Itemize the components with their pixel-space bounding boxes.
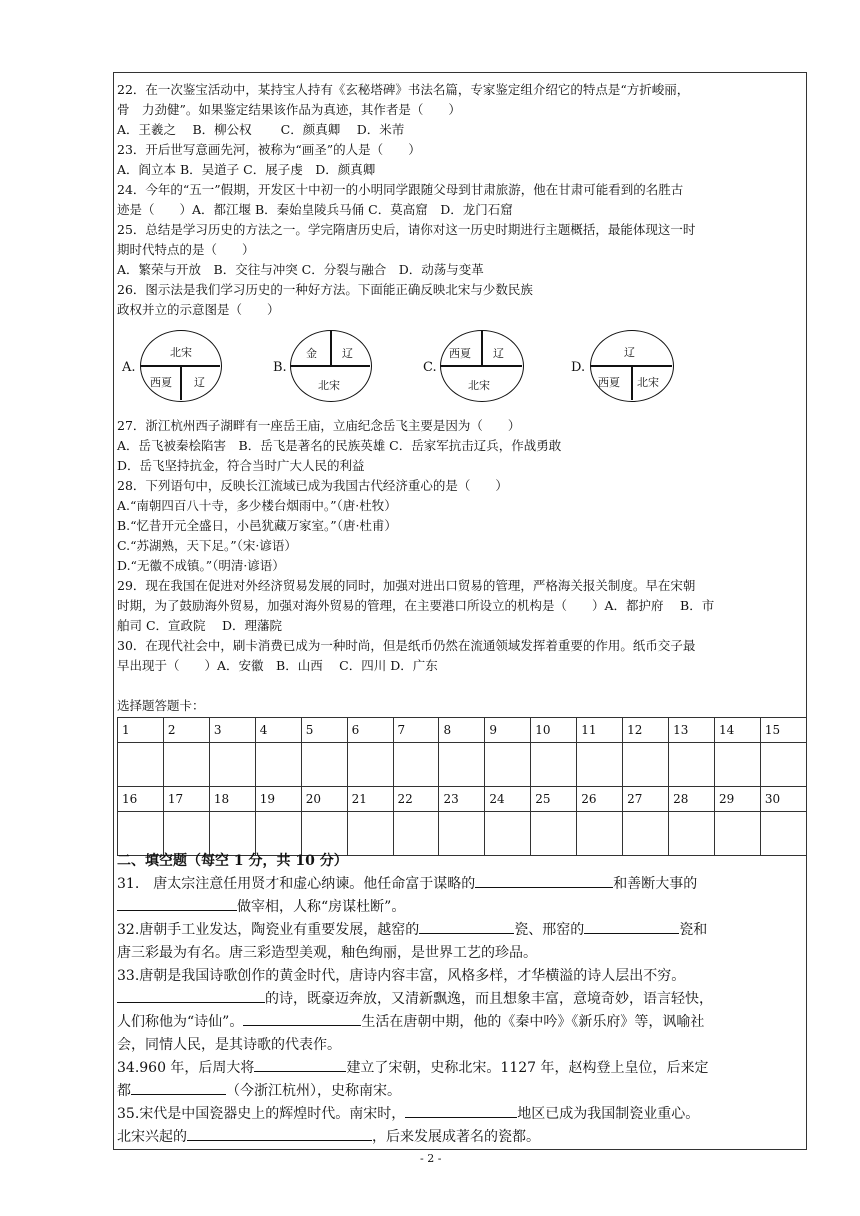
q31-text-a: 31. 唐太宗注意任用贤才和虚心纳谏。他任命富于谋略的: [117, 876, 476, 892]
answer-number: 8: [439, 718, 485, 743]
page-number: - 2 -: [420, 1152, 442, 1165]
answer-card-blank-row: [118, 743, 807, 787]
answer-card-table: [117, 717, 807, 856]
q25-line1: 25．总结是学习历史的方法之一。学完隋唐历史后，请你对这一历史时期进行主题概括，最能体现这一时: [117, 222, 696, 237]
q35-line1: [117, 1103, 699, 1125]
diagram-a-left-label: 西夏: [150, 376, 172, 389]
answer-cell[interactable]: [255, 743, 301, 787]
q34-text-c: 都: [117, 1083, 131, 1099]
answer-number: 7: [393, 718, 439, 743]
answer-cell[interactable]: [301, 812, 347, 856]
answer-cell[interactable]: [577, 812, 623, 856]
answer-cell[interactable]: [577, 743, 623, 787]
q31-line1: [117, 873, 697, 895]
q26-line1: 26．图示法是我们学习历史的一种好方法。下面能正确反映北宋与少数民族: [117, 282, 533, 297]
diagram-a-v-divider: [180, 365, 182, 400]
q28-option-b: B.“忆昔开元全盛日，小邑犹藏万家室。”（唐·杜甫）: [117, 518, 397, 533]
answer-number: 30: [760, 787, 806, 812]
answer-number: 2: [163, 718, 209, 743]
diagram-c-h-divider: [441, 365, 522, 367]
q34-blank-2[interactable]: [131, 1080, 226, 1095]
answer-cell[interactable]: [439, 743, 485, 787]
diagram-c-v-divider: [481, 330, 483, 365]
diagram-b-letter: B.: [273, 360, 287, 375]
diagram-d-left-label: 西夏: [598, 376, 620, 389]
q23-stem: 23．开后世写意画先河，被称为“画圣”的人是（ ）: [117, 142, 421, 157]
q27-stem: 27．浙江杭州西子湖畔有一座岳王庙，立庙纪念岳飞主要是因为（ ）: [117, 418, 521, 433]
answer-cell[interactable]: [714, 743, 760, 787]
diagram-c-right-label: 辽: [493, 347, 504, 360]
answer-cell[interactable]: [301, 743, 347, 787]
q27-options2: D．岳飞坚持抗金，符合当时广大人民的利益: [117, 458, 365, 473]
q34-blank-1[interactable]: [254, 1057, 346, 1072]
answer-card-blank-row: [118, 812, 807, 856]
q26-line2: 政权并立的示意图是（ ）: [117, 302, 280, 317]
q34-text-d: （今浙江杭州），史称南宋。: [226, 1083, 401, 1099]
q33-line3: [117, 1011, 704, 1033]
answer-cell[interactable]: [623, 743, 669, 787]
answer-cell[interactable]: [255, 812, 301, 856]
diagram-c-left-label: 西夏: [449, 347, 471, 360]
q32-blank-2[interactable]: [584, 919, 679, 934]
answer-number: 11: [577, 718, 623, 743]
answer-cell[interactable]: [714, 812, 760, 856]
answer-number: 10: [531, 718, 577, 743]
q31-text-c: 做宰相，人称“房谋杜断”。: [237, 899, 406, 915]
diagram-d-v-divider: [631, 365, 633, 400]
answer-number: 9: [485, 718, 531, 743]
answer-cell[interactable]: [669, 812, 715, 856]
answer-number: 4: [255, 718, 301, 743]
q32-text-a: 32.唐朝手工业发达，陶瓷业有重要发展，越窑的: [117, 922, 420, 938]
q32-blank-1[interactable]: [419, 919, 514, 934]
q30-line2: 早出现于（ ）A．安徽 B．山西 C．四川 D．广东: [117, 658, 438, 673]
diagram-b-v-divider: [330, 330, 332, 365]
answer-cell[interactable]: [347, 812, 393, 856]
answer-cell[interactable]: [531, 743, 577, 787]
q32-line1: [117, 919, 707, 941]
q31-blank-2[interactable]: [117, 896, 237, 911]
answer-number: 28: [669, 787, 715, 812]
diagram-a-top-label: 北宋: [170, 346, 192, 359]
answer-cell[interactable]: [531, 812, 577, 856]
diagram-b-h-divider: [291, 365, 370, 367]
q23-options: A．阎立本 B．吴道子 C．展子虔 D．颜真卿: [117, 162, 376, 177]
diagram-d-top-label: 辽: [624, 346, 635, 359]
diagram-b-left-label: 金: [306, 347, 317, 360]
answer-number: 3: [209, 718, 255, 743]
answer-cell[interactable]: [439, 812, 485, 856]
answer-number: 12: [623, 718, 669, 743]
answer-card-number-row: [118, 718, 807, 743]
q22-line2: 骨 力劲健”。如果鉴定结果该作品为真迹，其作者是（ ）: [117, 102, 461, 117]
answer-cell[interactable]: [163, 743, 209, 787]
answer-number: 24: [485, 787, 531, 812]
q28-stem: 28．下列语句中，反映长江流域已成为我国古代经济重心的是（ ）: [117, 478, 508, 493]
answer-number: 20: [301, 787, 347, 812]
diagram-a-letter: A.: [122, 360, 136, 375]
q33-line1: 33.唐朝是我国诗歌创作的黄金时代，唐诗内容丰富，风格多样，才华横溢的诗人层出不穷。: [117, 968, 686, 984]
q34-text-b: 建立了宋朝，史称北宋。1127 年，赵构登上皇位，后来定: [346, 1060, 709, 1076]
q35-text-a: 35.宋代是中国瓷器史上的辉煌时代。南宋时，: [117, 1106, 406, 1122]
q35-text-c: 北宋兴起的: [117, 1129, 187, 1145]
answer-cell[interactable]: [118, 743, 164, 787]
answer-number: 27: [623, 787, 669, 812]
diagram-d-right-label: 北宋: [637, 376, 659, 389]
answer-number: 17: [163, 787, 209, 812]
q29-line1: 29．现在我国在促进对外经济贸易发展的同时，加强对进出口贸易的管理，严格海关报关制度。早在宋朝: [117, 578, 696, 593]
q30-line1: 30．在现代社会中，刷卡消费已成为一种时尚，但是纸币仍然在流通领域发挥着重要的作用。纸币交子最: [117, 638, 696, 653]
q33-line2: [117, 988, 713, 1010]
answer-cell[interactable]: [209, 812, 255, 856]
answer-cell[interactable]: [163, 812, 209, 856]
q29-line2: 时期，为了鼓励海外贸易，加强对海外贸易的管理，在主要港口所设立的机构是（ ）A．都护府 B．市: [117, 598, 715, 613]
q31-blank-1[interactable]: [475, 873, 613, 888]
answer-cell[interactable]: [118, 812, 164, 856]
answer-number: 23: [439, 787, 485, 812]
answer-number: 21: [347, 787, 393, 812]
q25-options: A．繁荣与开放 B．交往与冲突 C．分裂与融合 D．动荡与变革: [117, 262, 484, 277]
q33-blank-1[interactable]: [117, 988, 265, 1003]
answer-number: 19: [255, 787, 301, 812]
answer-card-number-row: [118, 787, 807, 812]
answer-cell[interactable]: [347, 743, 393, 787]
answer-number: 5: [301, 718, 347, 743]
answer-cell[interactable]: [209, 743, 255, 787]
diagram-b-bottom-label: 北宋: [318, 379, 340, 392]
answer-number: 18: [209, 787, 255, 812]
q33-text-c: 人们称他为“诗仙”。: [117, 1014, 244, 1030]
q27-options1: A．岳飞被秦桧陷害 B．岳飞是著名的民族英雄 C．岳家军抗击辽兵，作战勇敢: [117, 438, 562, 453]
q33-text-d: 生活在唐朝中期，他的《秦中吟》《新乐府》等，讽喻社: [361, 1014, 705, 1030]
q24-line1: 24．今年的“五一”假期，开发区十中初一的小明同学跟随父母到甘肃旅游，他在甘肃可能看到的名胜古: [117, 182, 684, 197]
answer-cell[interactable]: [623, 812, 669, 856]
answer-cell[interactable]: [485, 812, 531, 856]
answer-number: 25: [531, 787, 577, 812]
answer-number: 15: [760, 718, 806, 743]
q34-text-a: 34.960 年，后周大将: [117, 1060, 255, 1076]
q29-line3: 舶司 C．宣政院 D．理藩院: [117, 618, 283, 633]
q31-text-b: 和善断大事的: [613, 876, 698, 892]
q22-line1: 22．在一次鉴宝活动中，某持宝人持有《玄秘塔碑》书法名篇，专家鉴定组介绍它的特点是“方折峻丽，: [117, 82, 690, 97]
answer-cell[interactable]: [760, 812, 806, 856]
q33-blank-2[interactable]: [243, 1011, 361, 1026]
answer-number: 6: [347, 718, 393, 743]
answer-cell[interactable]: [760, 743, 806, 787]
answer-number: 29: [714, 787, 760, 812]
q35-blank-1[interactable]: [405, 1103, 517, 1118]
q33-line4: 会，同情人民，是其诗歌的代表作。: [117, 1037, 341, 1053]
q25-line2: 期时代特点的是（ ）: [117, 242, 255, 257]
answer-cell[interactable]: [485, 743, 531, 787]
q35-text-b: 地区已成为我国制瓷业重心。: [517, 1106, 700, 1122]
answer-cell[interactable]: [669, 743, 715, 787]
q24-line2: 迹是（ ）A．都江堰 B．秦始皇陵兵马俑 C．莫高窟 D．龙门石窟: [117, 202, 513, 217]
q28-option-c: C.“苏湖熟，天下足。”（宋·谚语）: [117, 538, 297, 553]
q28-option-d: D.“无徽不成镇。”（明清·谚语）: [117, 558, 285, 573]
diagram-b-right-label: 辽: [342, 347, 353, 360]
diagram-a-right-label: 辽: [194, 376, 205, 389]
fill-section-heading: 二、填空题（每空 1 分，共 10 分）: [117, 853, 348, 869]
q35-blank-2[interactable]: [187, 1126, 372, 1141]
q34-line1: [117, 1057, 709, 1079]
answer-cell[interactable]: [393, 743, 439, 787]
answer-number: 16: [118, 787, 164, 812]
q33-text-b: 的诗，既豪迈奔放，又清新飘逸，而且想象丰富，意境奇妙，语言轻快，: [265, 991, 713, 1007]
answer-number: 13: [669, 718, 715, 743]
answer-number: 1: [118, 718, 164, 743]
answer-cell[interactable]: [393, 812, 439, 856]
answer-card-title: 选择题答题卡：: [117, 698, 205, 713]
q28-option-a: A.“南朝四百八十寺，多少楼台烟雨中。”（唐·杜牧）: [117, 498, 397, 513]
diagram-d-letter: D.: [571, 360, 586, 375]
diagram-c-letter: C.: [423, 360, 437, 375]
q32-text-b: 瓷、邢窑的: [514, 922, 585, 938]
q34-line2: [117, 1080, 401, 1102]
q31-line2: [117, 896, 405, 918]
q22-options: A．王羲之 B．柳公权 C．颜真卿 D．米芾: [117, 122, 405, 137]
q32-line2: 唐三彩最为有名。唐三彩造型美观，釉色绚丽，是世界工艺的珍品。: [117, 945, 537, 961]
answer-number: 22: [393, 787, 439, 812]
q35-text-d: ，后来发展成著名的瓷都。: [372, 1129, 540, 1145]
answer-number: 14: [714, 718, 760, 743]
q32-text-c: 瓷和: [679, 922, 708, 938]
diagram-c-bottom-label: 北宋: [468, 379, 490, 392]
answer-number: 26: [577, 787, 623, 812]
q35-line2: [117, 1126, 540, 1148]
